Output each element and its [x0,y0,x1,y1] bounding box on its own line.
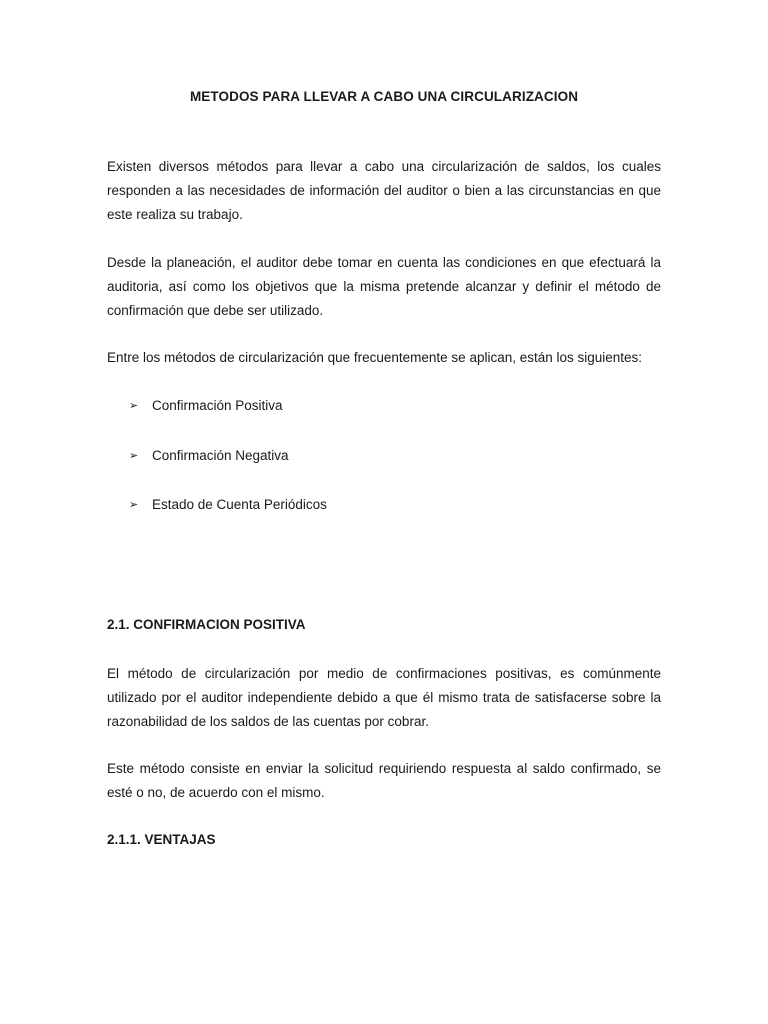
list-item [129,495,327,515]
list-item-label: Confirmación Positiva [152,398,283,413]
paragraph-methods-intro: Entre los métodos de circularización que frecuentemente se aplican, están los siguientes: [107,350,643,365]
document-title: METODOS PARA LLEVAR A CABO UNA CIRCULARIZACION [189,89,579,104]
paragraph-method-description: Este método consiste en enviar la solicitud requiriendo respuesta al saldo confirmado, se esté o no, de acuerdo con el mismo. [107,761,661,800]
section-heading: 2.1. CONFIRMACION POSITIVA [107,617,306,632]
arrow-bullet-icon: ➢ [129,499,139,511]
paragraph-positive-method: El método de circularización por medio de confirmaciones positivas, es comúnmente utilizado por el auditor independiente debido a que él mismo trata de satisfacerse sobre la razonabilidad de los saldos de las cuentas por cobrar. [107,666,661,729]
paragraph-planning: Desde la planeación, el auditor debe tomar en cuenta las condiciones en que efectuará la auditoria, así como los objetivos que la misma pretende alcanzar y definir el método de confirmación que debe ser utilizado. [107,255,661,318]
list-item-label: Confirmación Negativa [152,448,289,463]
paragraph-intro: Existen diversos métodos para llevar a cabo una circularización de saldos, los cuales responden a las necesidades de información del auditor o bien a las circunstancias en que este realiza su trabajo. [107,159,661,222]
arrow-bullet-icon: ➢ [129,400,139,412]
arrow-bullet-icon: ➢ [129,450,139,462]
list-item-label: Estado de Cuenta Periódicos [152,497,327,512]
list-item [129,446,289,466]
subsection-heading: 2.1.1. VENTAJAS [107,832,216,847]
list-item [129,396,283,416]
